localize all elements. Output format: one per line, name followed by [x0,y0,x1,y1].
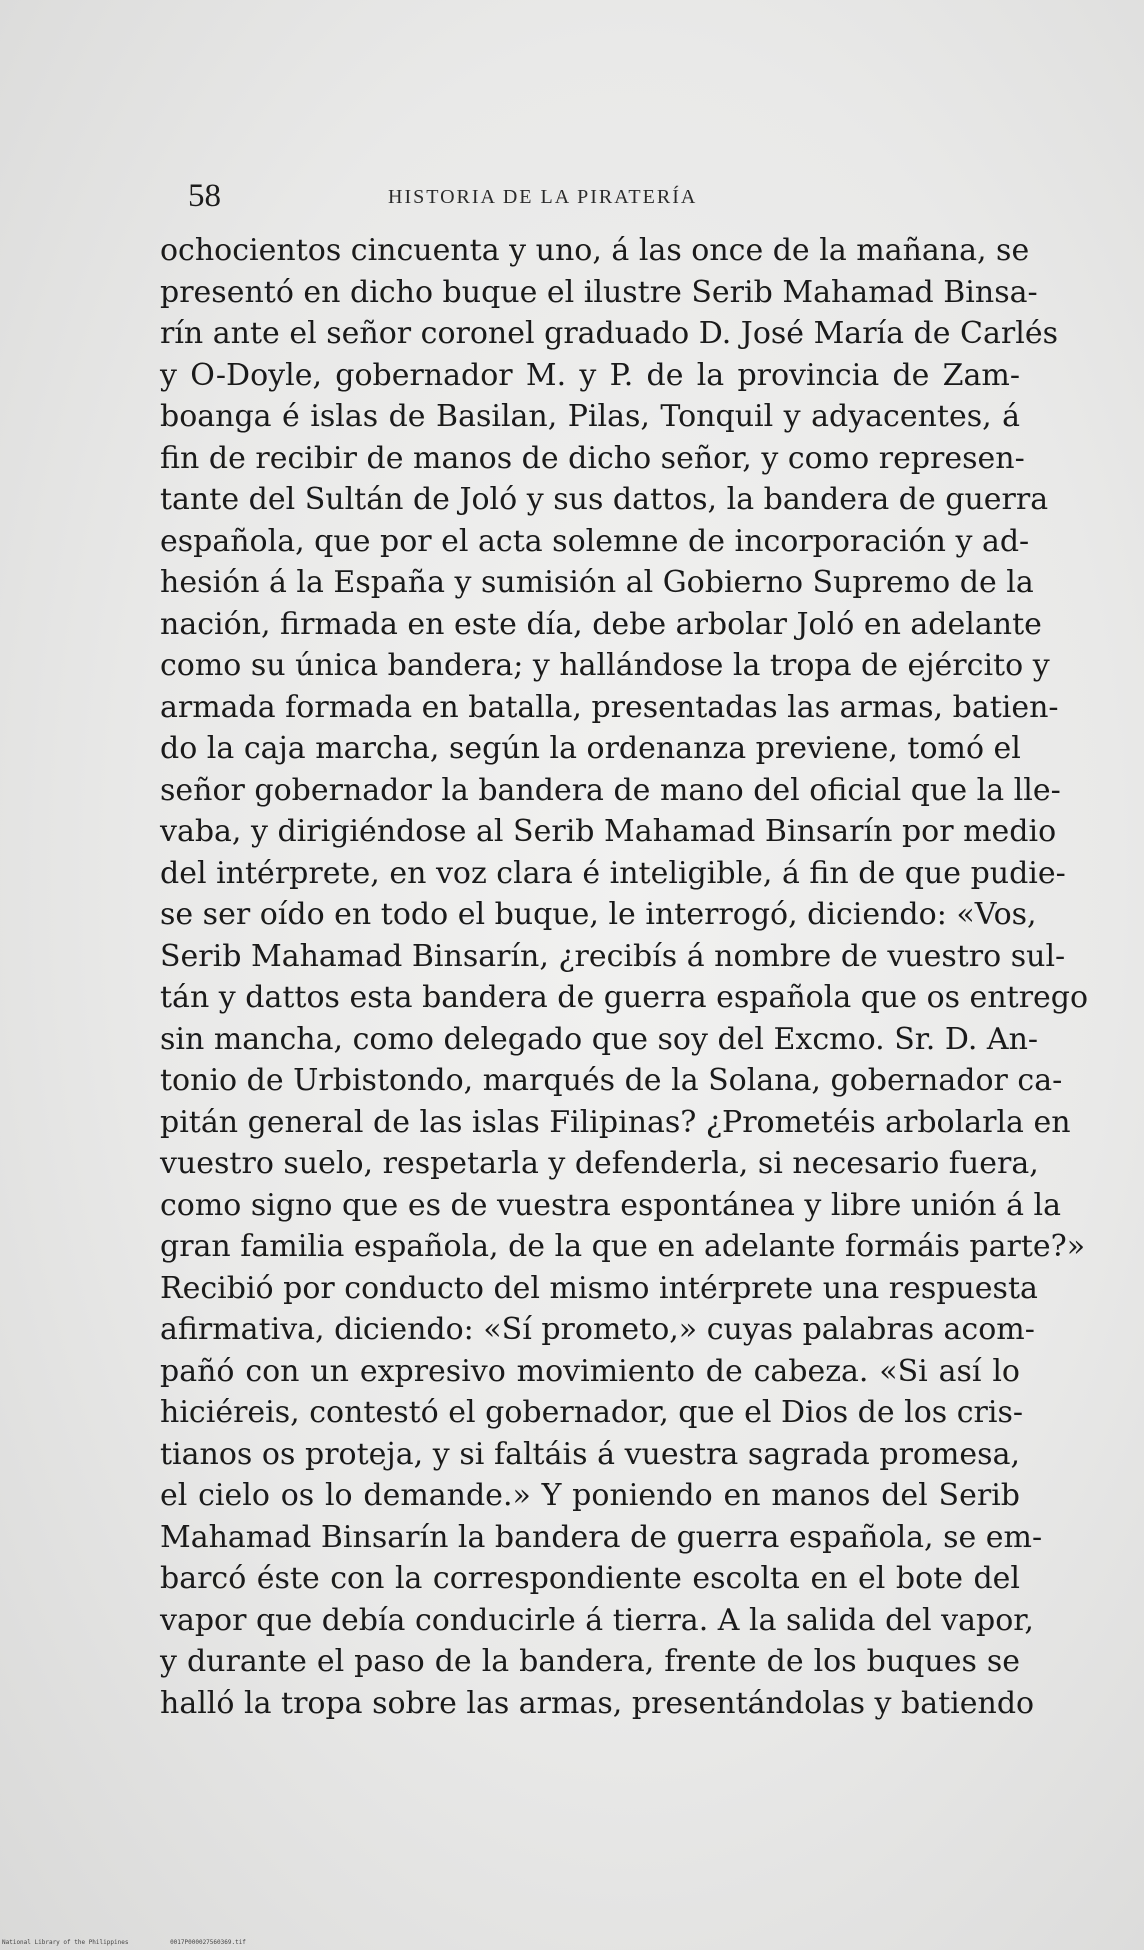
file-id: 0017P000027560369.tif [170,1939,246,1946]
text-line: el cielo os lo demande.» Y poniendo en manos del Serib [160,1478,1020,1513]
text-line: señor gobernador la bandera de mano del oficial que la lle- [160,772,1061,808]
page-header [188,176,1018,216]
text-line: hesión á la España y sumisión al Gobierno Supremo de la [160,565,1034,600]
text-line: pañó con un expresivo movimiento de cabeza. «Si así lo [160,1353,1020,1389]
text-line: armada formada en batalla, presentadas las armas, batien- [160,689,1059,725]
text-line: Recibió por conducto del mismo intérprete una respuesta [160,1270,1038,1306]
running-head: HISTORIA DE LA PIRATERÍA [388,186,698,208]
text-line: vapor que debía conducirle á tierra. A la salida del vapor, [160,1602,1034,1638]
text-line: presentó en dicho buque el ilustre Serib Mahamad Binsa- [160,274,1038,310]
text-line: pitán general de las islas Filipinas? ¿Prometéis arbolarla en [160,1104,1071,1140]
text-line: como signo que es de vuestra espontánea y libre unión á la [160,1187,1061,1223]
text-line: vaba, y dirigiéndose al Serib Mahamad Binsarín por medio [160,814,1057,849]
library-credit: National Library of the Philippines [2,1939,129,1946]
text-line: nación, firmada en este día, debe arbolar Joló en adelante [160,606,1042,642]
text-line: boanga é islas de Basilan, Pilas, Tonquil y adyacentes, á [160,399,1020,434]
text-line: ochocientos cincuenta y uno, á las once de la mañana, se [160,233,1030,268]
text-line: se ser oído en todo el buque, le interrogó, diciendo: «Vos, [160,897,1037,932]
scan-footer [2,1939,602,1949]
text-line: hiciéreis, contestó el gobernador, que el Dios de los cris- [160,1395,1023,1430]
text-line: tante del Sultán de Joló y sus dattos, la bandera de guerra [160,482,1049,517]
text-line: tianos os proteja, y si faltáis á vuestra sagrada promesa, [160,1436,1020,1472]
text-line: y O-Doyle, gobernador M. y P. de la provincia de Zam- [160,357,1020,393]
text-line: gran familia española, de la que en adelante formáis parte?» [160,1229,1086,1264]
text-line: fin de recibir de manos de dicho señor, y como represen- [160,440,1025,476]
text-line: del intérprete, en voz clara é inteligible, á fin de que pudie- [160,855,1066,891]
text-line: sin mancha, como delegado que soy del Excmo. Sr. D. An- [160,1021,1039,1057]
text-line: vuestro suelo, respetarla y defenderla, si necesario fuera, [160,1146,1039,1181]
text-line: Mahamad Binsarín la bandera de guerra española, se em- [160,1519,1043,1555]
text-line: tán y dattos esta bandera de guerra española que os entrego [160,980,1089,1015]
text-line: tonio de Urbistondo, marqués de la Solana, gobernador ca- [160,1063,1063,1098]
text-line: afirmativa, diciendo: «Sí prometo,» cuyas palabras acom- [160,1312,1035,1347]
text-line: rín ante el señor coronel graduado D. José María de Carlés [160,316,1058,351]
text-line: Serib Mahamad Binsarín, ¿recibís á nombre de vuestro sul- [160,938,1066,974]
text-line: y durante el paso de la bandera, frente de los buques se [160,1644,1020,1679]
text-line: barcó éste con la correspondiente escolta en el bote del [160,1561,1020,1596]
text-line: halló la tropa sobre las armas, presentándolas y batiendo [160,1685,1035,1721]
page-number: 58 [188,178,221,214]
text-line: do la caja marcha, según la ordenanza previene, tomó el [160,731,1021,766]
text-line: como su única bandera; y hallándose la tropa de ejército y [160,648,1050,683]
body-text [160,230,1089,1724]
text-line: española, que por el acta solemne de incorporación y ad- [160,523,1030,559]
